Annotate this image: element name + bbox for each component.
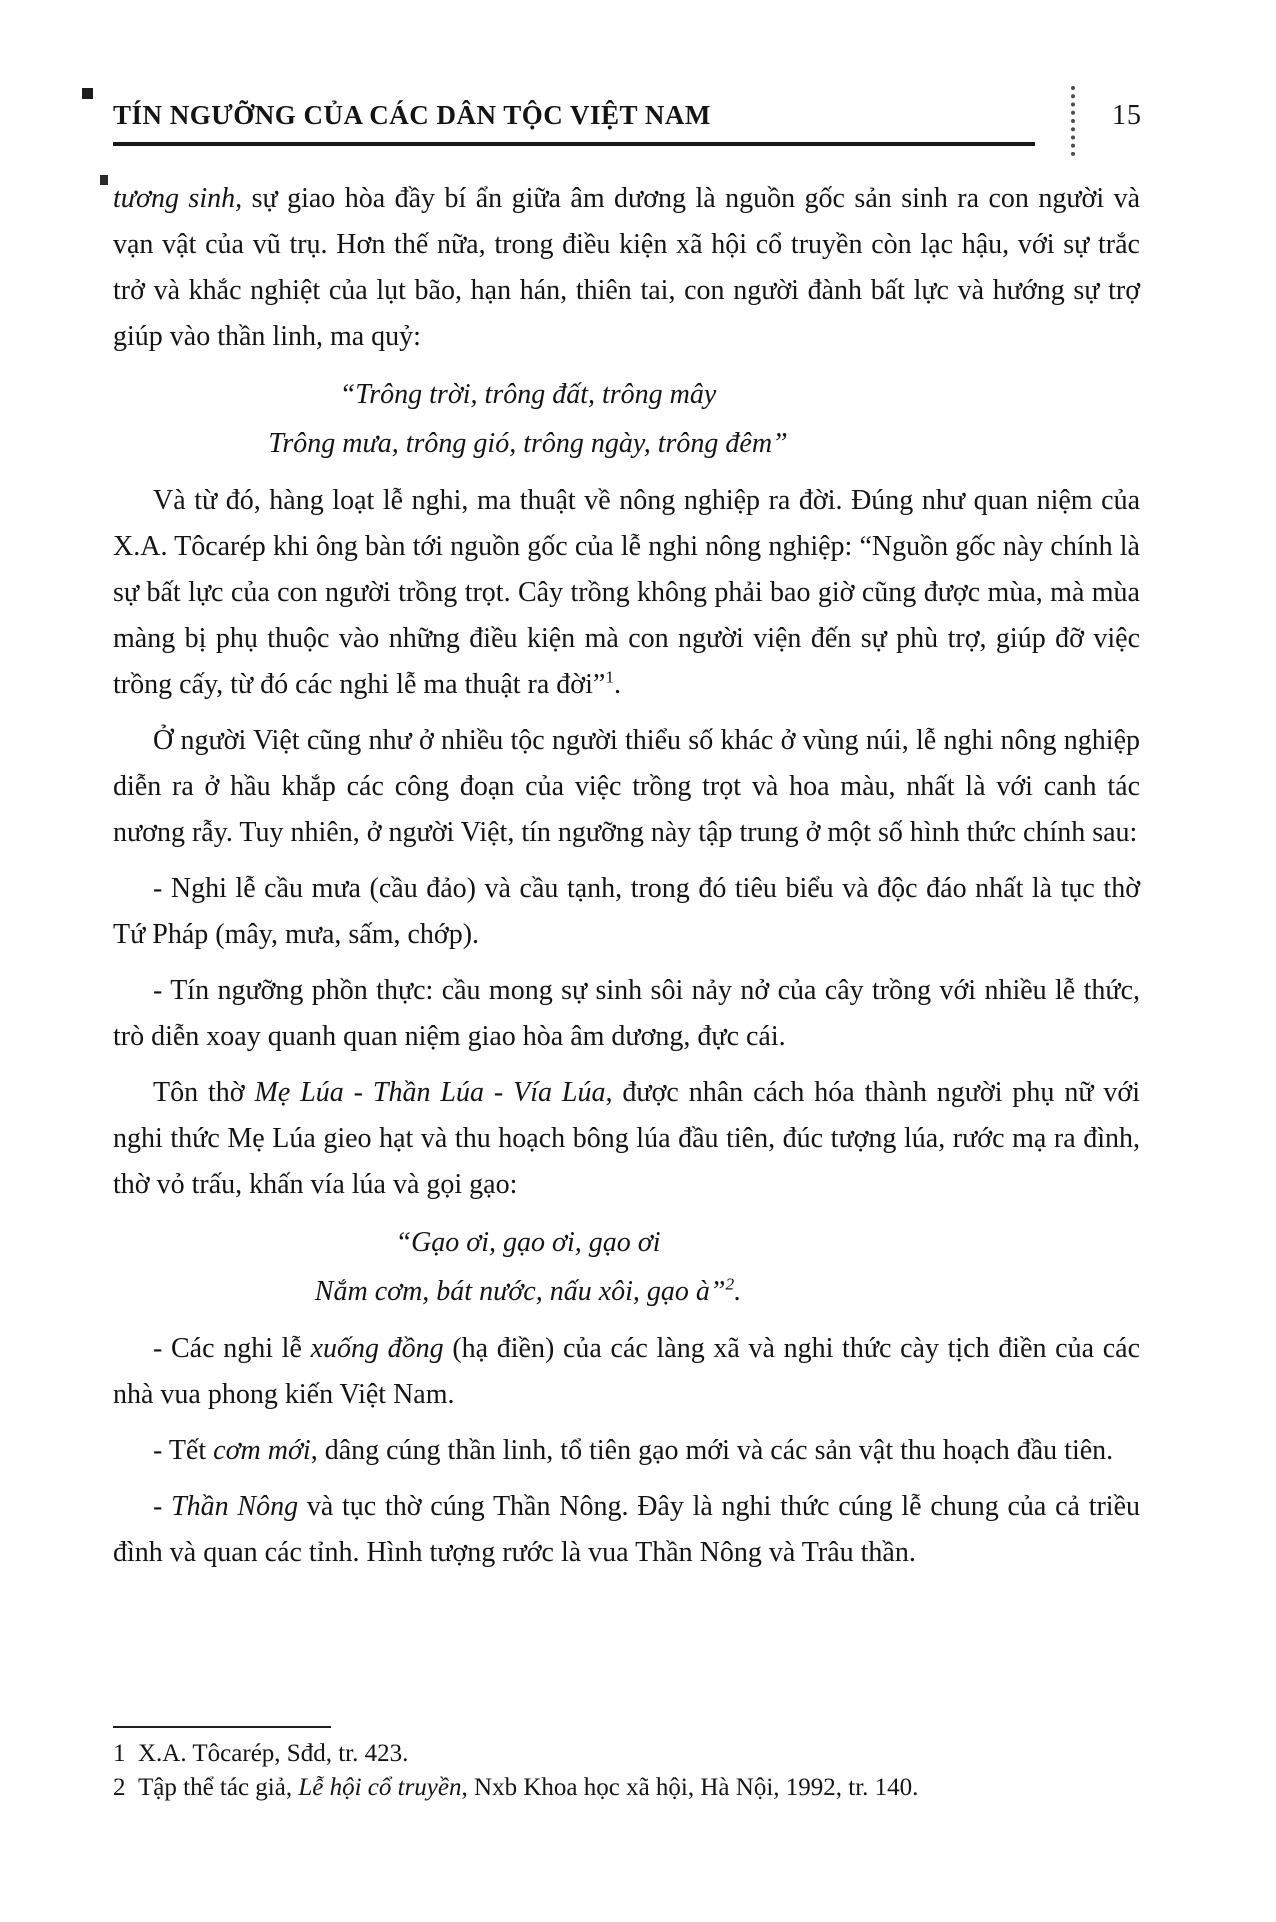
verse-line bbox=[113, 1267, 943, 1316]
bullet-fertility-belief bbox=[113, 968, 1140, 1060]
text-run: - Nghi lễ cầu mưa (cầu đảo) và cầu tạnh, trong đó tiêu biểu và độc đáo nhất là tục thờ Tứ Pháp (mây, mưa, sấm, chớp). bbox=[113, 873, 1140, 950]
text-run: - Các nghi lễ bbox=[153, 1333, 311, 1364]
text-run: Ở người Việt cũng như ở nhiều tộc người thiểu số khác ở vùng núi, lễ nghi nông nghiệp diễn ra ở hầu khắp các công đoạn của việc trồng trọt và hoa màu, nhất là với canh tác nương rẫy. Tuy nhiên, ở người Việt, tín ngưỡng này tập trung ở một số hình thức chính sau: bbox=[113, 725, 1140, 848]
text-run: 1 X.A. Tôcarép, Sđd, tr. 423. bbox=[113, 1740, 409, 1767]
text-run: , được nhân cách hóa thành người phụ nữ với nghi thức Mẹ Lúa gieo hạt và thu hoạch bông lúa đầu tiên, đúc tượng lúa, rước mạ ra đình, thờ vỏ trấu, khấn vía lúa và gọi gạo: bbox=[113, 1077, 1140, 1200]
text-run: Mẹ Lúa - Thần Lúa - Vía Lúa bbox=[254, 1077, 606, 1108]
footnote-1 bbox=[113, 1737, 1140, 1771]
text-run: và tục thờ cúng Thần Nông. Đây là nghi thức cúng lễ chung của cả triều đình và quan các tỉnh. Hình tượng rước là vua Thần Nông và Trâu thần. bbox=[113, 1491, 1141, 1568]
text-run: , dâng cúng thần linh, tổ tiên gạo mới và các sản vật thu hoạch đầu tiên. bbox=[310, 1435, 1114, 1466]
text-run: tương sinh, bbox=[113, 183, 243, 214]
text-run: xuống đồng bbox=[310, 1333, 444, 1364]
paragraph-viet-rituals bbox=[113, 718, 1140, 856]
text-run: - Tín ngưỡng phồn thực: cầu mong sự sinh sôi nảy nở của cây trồng với nhiều lễ thức, trò diễn xoay quanh quan niệm giao hòa âm dương, đực cái. bbox=[113, 975, 1140, 1052]
bullet-field-opening bbox=[113, 1326, 1140, 1418]
bullet-than-nong bbox=[113, 1484, 1140, 1576]
text-run: cơm mới bbox=[213, 1435, 311, 1466]
text-run: 2 bbox=[725, 1274, 735, 1294]
paragraph-origin-quote bbox=[113, 478, 1140, 708]
footnotes bbox=[113, 1726, 1140, 1805]
text-run: . bbox=[734, 1276, 742, 1307]
text-run: 2 Tập thể tác giả, bbox=[113, 1774, 299, 1801]
verse-line bbox=[113, 370, 943, 419]
text-run: Thần Nông bbox=[171, 1491, 299, 1522]
page-number: 15 bbox=[1112, 100, 1142, 131]
text-run: Lễ hội cổ truyền bbox=[298, 1774, 462, 1801]
scan-speck bbox=[82, 88, 93, 99]
page-title: TÍN NGƯỠNG CỦA CÁC DÂN TỘC VIỆT NAM bbox=[113, 100, 711, 130]
verse-line bbox=[113, 1218, 943, 1267]
text-run: Và từ đó, hàng loạt lễ nghi, ma thuật về nông nghiệp ra đời. Đúng như quan niệm của X.A. Tôcarép khi ông bàn tới nguồn gốc của lễ nghi nông nghiệp: “Nguồn gốc này chính là sự bất lực của con người trồng trọt. Cây trồng không phải bao giờ cũng được mùa, mà mùa màng bị phụ thuộc vào những điều kiện mà con người viện đến sự phù trợ, giúp đỡ việc trồng cấy, từ đó các nghi lễ ma thuật ra đời” bbox=[113, 485, 1140, 700]
header-rule bbox=[113, 142, 1035, 146]
footnote-2 bbox=[113, 1771, 1140, 1805]
verse-line bbox=[113, 419, 943, 468]
text-run: . bbox=[614, 669, 622, 700]
text-run: Trông mưa, trông gió, trông ngày, trông đêm” bbox=[268, 428, 788, 459]
text-run: “Trông trời, trông đất, trông mây bbox=[339, 379, 717, 410]
footnote-divider bbox=[113, 1726, 331, 1728]
verse-sky-watching bbox=[113, 370, 943, 468]
text-run: sự giao hòa đầy bí ẩn giữa âm dương là nguồn gốc sản sinh ra con người và vạn vật của vũ trụ. Hơn thế nữa, trong điều kiện xã hội cổ truyền còn lạc hậu, với sự trắc trở và khắc nghiệt của lụt bão, hạn hán, thiên tai, con người đành bất lực và hướng sự trợ giúp vào thần linh, ma quỷ: bbox=[113, 183, 1141, 352]
scan-speck bbox=[100, 175, 108, 185]
text-run: 1 bbox=[605, 667, 615, 687]
text-run: , Nxb Khoa học xã hội, Hà Nội, 1992, tr. 140. bbox=[461, 1774, 919, 1801]
ornament-dotted-line bbox=[1071, 86, 1075, 156]
text-run: - Tết bbox=[153, 1435, 214, 1466]
text-run: “Gạo ơi, gạo ơi, gạo ơi bbox=[395, 1227, 661, 1258]
paragraph-rice-mother bbox=[113, 1070, 1140, 1208]
paragraph-opening bbox=[113, 176, 1140, 360]
body-text bbox=[113, 176, 1140, 1586]
text-run: - bbox=[153, 1491, 172, 1522]
text-run: Tôn thờ bbox=[153, 1077, 255, 1108]
verse-rice-calling bbox=[113, 1218, 943, 1316]
bullet-rain-praying bbox=[113, 866, 1140, 958]
bullet-new-rice-festival bbox=[113, 1428, 1140, 1474]
text-run: (hạ điền) của các làng xã và nghi thức cày tịch điền của các nhà vua phong kiến Việt Nam. bbox=[113, 1333, 1140, 1410]
text-run: Nắm cơm, bát nước, nấu xôi, gạo à” bbox=[314, 1276, 726, 1307]
